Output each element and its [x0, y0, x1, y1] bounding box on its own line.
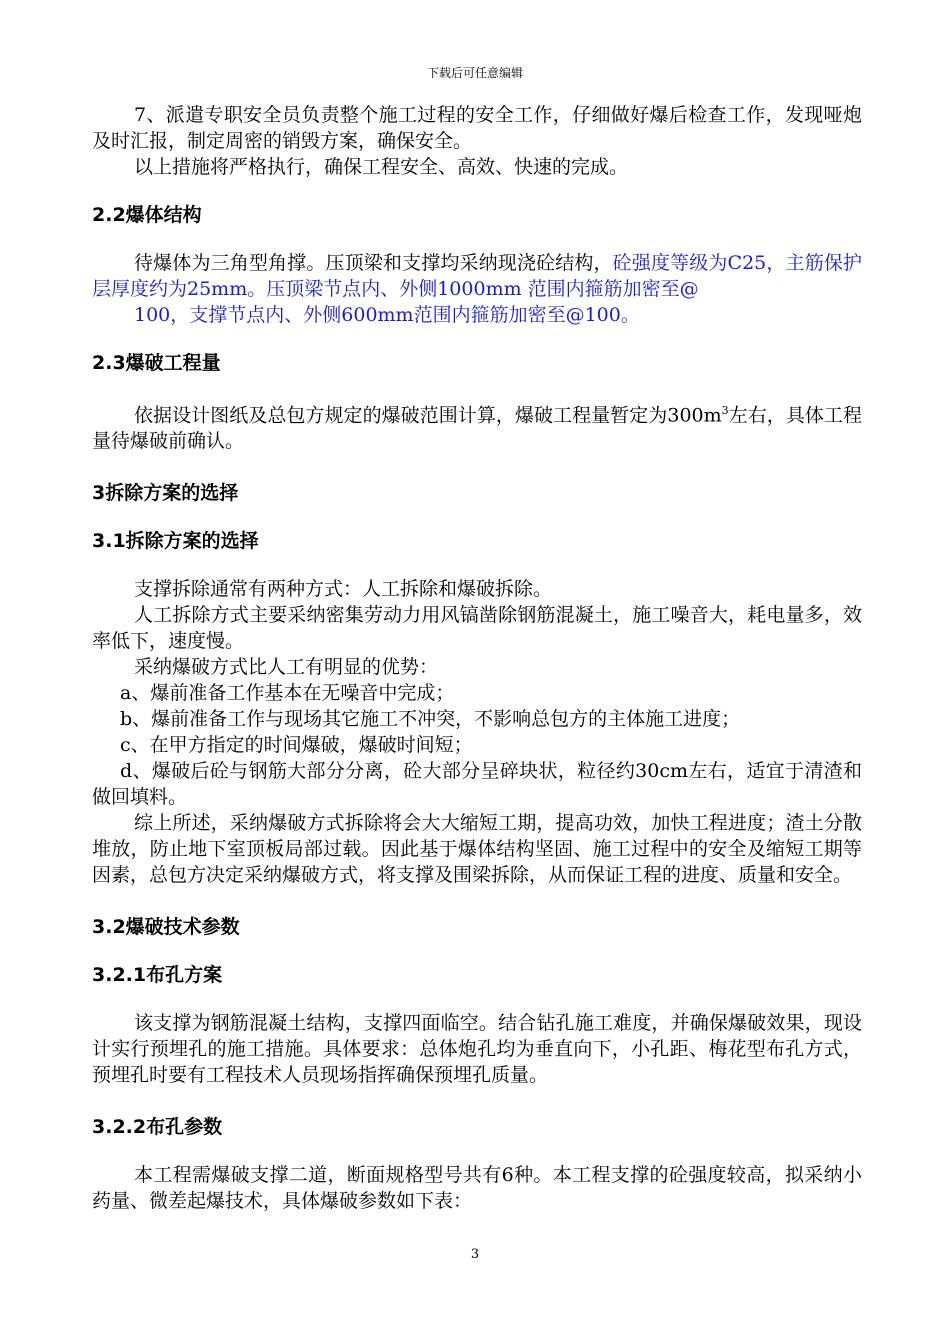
heading-3-2-1: 3.2.1布孔方案: [92, 964, 223, 987]
heading-2-3: 2.3爆破工程量: [92, 352, 221, 374]
heading-3: 3拆除方案的选择: [92, 482, 239, 505]
paragraph-methods: 支撑拆除通常有两种方式：人工拆除和爆破拆除。: [134, 578, 553, 601]
paragraph-hole-layout: 该支撑为钢筋混凝土结构，支撑四面临空。结合钻孔施工难度，并确保爆破效果，现设计实行预埋孔的施工措施。具体要求：总体炮孔均为垂直向下，小孔距、梅花型布孔方式，预埋孔时要有工程技术人员现场指挥确保预埋孔质量。: [92, 1012, 862, 1087]
paragraph-structure: [92, 250, 862, 302]
document-body: [92, 102, 862, 1214]
heading-3-1: 3.1拆除方案的选择: [92, 530, 259, 553]
paragraph-stirrup: 100，支撑节点内、外侧600mm范围内箍筋加密至@100。: [134, 304, 640, 326]
structure-text-highlight: 砼强度等级为C25，主筋保护层厚度约为25mm。压顶梁节点内、外侧1000mm 范围内箍筋加密至@: [92, 252, 862, 300]
paragraph-manual: 人工拆除方式主要采纳密集劳动力用风镐凿除钢筋混凝土，施工噪音大，耗电量多，效率低下，速度慢。: [92, 604, 862, 653]
paragraph-advantages: 采纳爆破方式比人工有明显的优势：: [134, 656, 439, 679]
paragraph-hole-params: 本工程需爆破支撑二道，断面规格型号共有6种。本工程支撑的砼强度较高，拟采纳小药量、微差起爆技术，具体爆破参数如下表：: [92, 1164, 862, 1213]
list-item-c: c、在甲方指定的时间爆破，爆破时间短；: [120, 734, 473, 757]
superscript-cubic: 3: [721, 404, 729, 417]
paragraph-measures: 以上措施将严格执行，确保工程安全、高效、快速的完成。: [134, 156, 629, 178]
paragraph-quantity: [92, 398, 862, 454]
heading-2-2: 2.2爆体结构: [92, 204, 202, 226]
list-item-b: b、爆前准备工作与现场其它施工不冲突，不影响总包方的主体施工进度；: [120, 708, 741, 731]
heading-3-2: 3.2爆破技术参数: [92, 916, 240, 939]
paragraph-safety-officer: 7、派遣专职安全员负责整个施工过程的安全工作，仔细做好爆后检查工作，发现哑炮及时汇报，制定周密的销毁方案，确保安全。: [92, 104, 862, 152]
list-item-d: d、爆破后砼与钢筋大部分分离，砼大部分呈碎块状，粒径约30cm左右，适宜于清渣和做回填料。: [92, 760, 862, 809]
quantity-text-a: 依据设计图纸及总包方规定的爆破范围计算，爆破工程量暂定为300m: [134, 404, 722, 427]
page-header: 下载后可任意编辑: [426, 66, 523, 80]
quantity-text-b: 左右，具体工程量待爆破前确认。: [92, 404, 862, 453]
page-number: 3: [470, 1247, 480, 1262]
list-item-a: a、爆前准备工作基本在无噪音中完成；: [120, 682, 455, 705]
heading-3-2-2: 3.2.2布孔参数: [92, 1116, 223, 1139]
structure-text: 待爆体为三角型角撑。压顶梁和支撑均采纳现浇砼结构，: [134, 252, 613, 274]
paragraph-summary: 综上所述，采纳爆破方式拆除将会大大缩短工期，提高功效，加快工程进度；渣土分散堆放，防止地下室顶板局部过载。因此基于爆体结构坚固、施工过程中的安全及缩短工期等因素，总包方决定采纳爆破方式，将支撑及围梁拆除，从而保证工程的进度、质量和安全。: [92, 812, 862, 887]
